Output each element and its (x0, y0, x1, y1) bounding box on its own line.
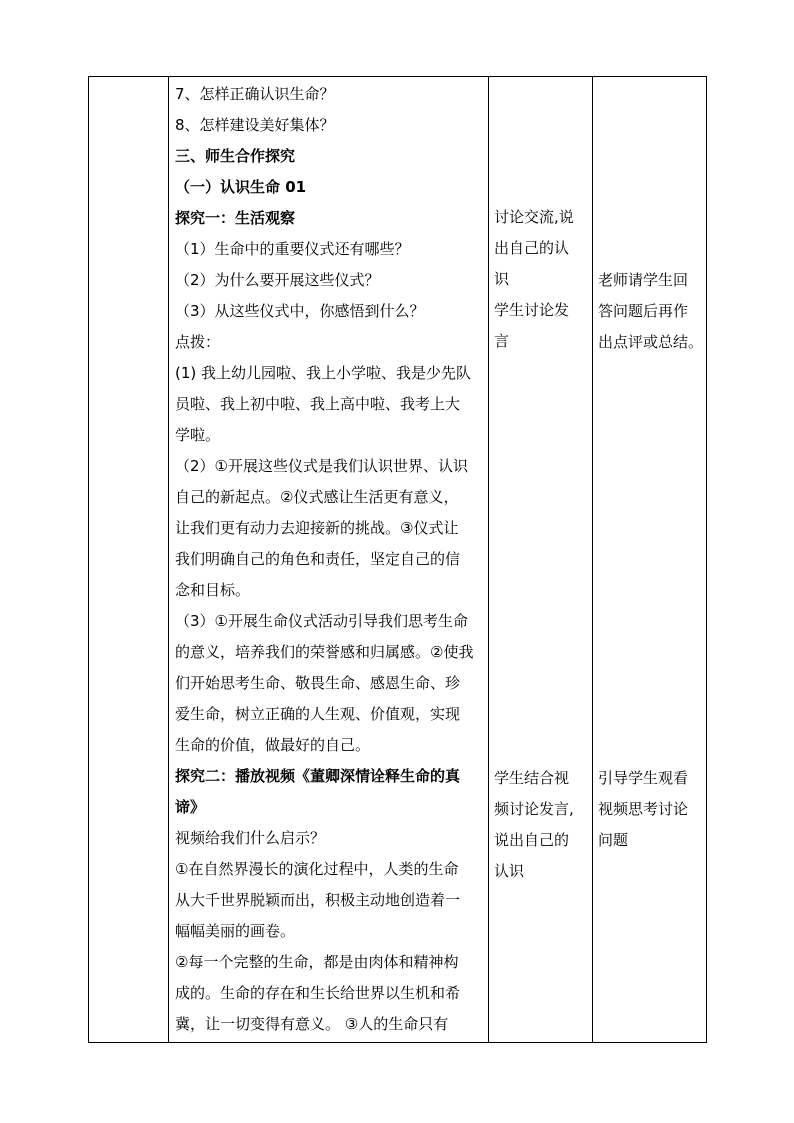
text-line: 学啦。 (175, 426, 221, 444)
student-activity-block-1 (494, 202, 586, 357)
text-line: 生命的价值，做最好的自己。 (175, 736, 371, 754)
text-line: 成的。生命的存在和生长给世界以生机和希 (175, 984, 461, 1002)
text-line: 说出自己的 (494, 831, 570, 849)
column-divider-3 (592, 77, 593, 1042)
text-line: 8、怎样建设美好集体？ (175, 116, 335, 134)
text-line: 们开始思考生命、敬畏生命、感恩生命、珍 (175, 674, 461, 692)
text-line: (1) 我上幼儿园啦、我上小学啦、我是少先队 (175, 364, 472, 382)
text-line: 学生结合视 (494, 769, 570, 787)
text-line: 讨论交流,说 (494, 208, 574, 226)
text-line: （2）①开展这些仪式是我们认识世界、认识 (175, 457, 468, 475)
text-line: ①在自然界漫长的演化过程中，人类的生命 (175, 860, 459, 878)
text-line: 答问题后再作 (598, 302, 689, 320)
text-line: 念和目标。 (175, 581, 251, 599)
text-line: 认识 (494, 862, 525, 880)
text-line: 频讨论发言, (494, 800, 574, 818)
text-line: 学生讨论发 (494, 301, 570, 319)
text-line: 三、师生合作探究 (175, 147, 296, 165)
text-line: 幅幅美丽的画卷。 (175, 922, 296, 940)
text-line: （3）从这些仪式中，你感悟到什么？ (175, 302, 425, 320)
text-line: 冀，让一切变得有意义。 ③人的生命只有 (175, 1015, 449, 1033)
teacher-note-block-1 (598, 265, 706, 358)
text-line: （3）①开展生命仪式活动引导我们思考生命 (175, 612, 468, 630)
student-activity-block-2 (494, 763, 586, 887)
text-line: 识 (494, 270, 510, 288)
text-line: 自己的新起点。②仪式感让生活更有意义， (175, 488, 459, 506)
text-line: 我们明确自己的角色和责任，坚定自己的信 (175, 550, 461, 568)
text-line: 出点评或总结。 (598, 333, 704, 351)
text-line: 出自己的认 (494, 239, 570, 257)
lesson-plan-table (88, 76, 707, 1043)
text-line: 探究一：生活观察 (175, 209, 296, 227)
text-line: 探究二：播放视频《董卿深情诠释生命的真 (175, 767, 461, 785)
text-line: （2）为什么要开展这些仪式？ (175, 271, 380, 289)
column-divider-1 (168, 77, 169, 1042)
text-line: ②每一个完整的生命，都是由肉体和精神构 (175, 953, 459, 971)
text-line: 言 (494, 332, 510, 350)
text-line: 点拨： (175, 333, 221, 351)
text-line: 让我们更有动力去迎接新的挑战。③仪式让 (175, 519, 459, 537)
text-line: 老师请学生回 (598, 271, 689, 289)
text-line: 员啦、我上初中啦、我上高中啦、我考上大 (175, 395, 461, 413)
text-line: 视频思考讨论 (598, 800, 689, 818)
teacher-note-block-2 (598, 763, 706, 856)
text-line: （1）生命中的重要仪式还有哪些？ (175, 240, 410, 258)
text-line: 引导学生观看 (598, 769, 689, 787)
column-divider-2 (488, 77, 489, 1042)
text-line: 从大千世界脱颖而出，积极主动地创造着一 (175, 891, 461, 909)
text-line: 的意义，培养我们的荣誉感和归属感。②使我 (175, 643, 474, 661)
text-line: 7、怎样正确认识生命？ (175, 85, 335, 103)
text-line: 问题 (598, 831, 629, 849)
text-line: 爱生命，树立正确的人生观、价值观，实现 (175, 705, 461, 723)
text-line: 谛》 (175, 798, 206, 816)
text-line: （一）认识生命 01 (175, 178, 307, 196)
text-line: 视频给我们什么启示？ (175, 829, 326, 847)
teaching-content-cell (175, 79, 485, 1040)
